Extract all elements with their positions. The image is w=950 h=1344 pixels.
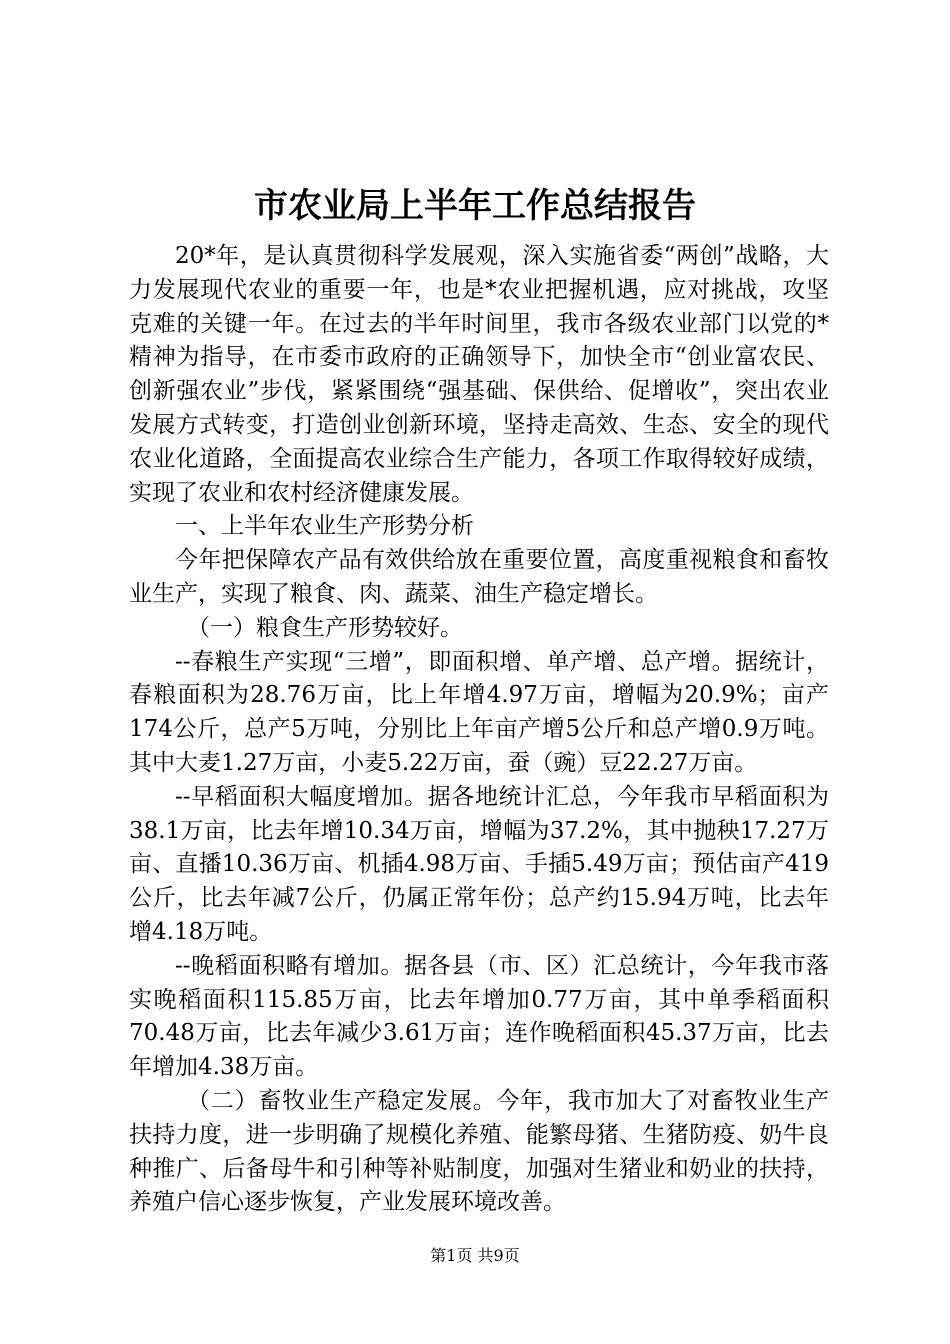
late-rice-paragraph: --晚稻面积略有增加。据各县（市、区）汇总统计，今年我市落实晚稻面积115.85万亩，比去年增加0.77万亩，其中单季稻面积70.48万亩，比去年减少3.61万亩；连作晚稻面积45.37万亩，比去年增加4.38万亩。	[129, 952, 829, 1081]
page-number-footer: 第1页 共9页	[430, 1246, 520, 1265]
early-rice-paragraph: --早稻面积大幅度增加。据各地统计汇总，今年我市早稻面积为38.1万亩，比去年增10.34万亩，增幅为37.2%，其中抛秧17.27万亩、直播10.36万亩、机插4.98万亩、手插5.49万亩；预估亩产419公斤，比去年减7公斤，仍属正常年份；总产约15.94万吨，比去年增4.18万吨。	[129, 783, 829, 945]
livestock-paragraph: （二）畜牧业生产稳定发展。今年，我市加大了对畜牧业生产扶持力度，进一步明确了规模化养殖、能繁母猪、生猪防疫、奶牛良种推广、后备母牛和引种等补贴制度，加强对生猪业和奶业的扶持，养殖户信心逐步恢复，产业发展环境改善。	[129, 1087, 829, 1216]
section-summary-paragraph: 今年把保障农产品有效供给放在重要位置，高度重视粮食和畜牧业生产，实现了粮食、肉、蔬菜、油生产稳定增长。	[129, 547, 829, 607]
spring-grain-paragraph: --春粮生产实现“三增”，即面积增、单产增、总产增。据统计，春粮面积为28.76万亩，比上年增4.97万亩，增幅为20.9%；亩产174公斤，总产5万吨，分别比上年亩产增5公斤和总产增0.9万吨。其中大麦1.27万亩，小麦5.22万亩，蚕（豌）豆22.27万亩。	[129, 648, 829, 776]
document-title: 市农业局上半年工作总结报告	[254, 186, 696, 226]
section-heading-1: 一、上半年农业生产形势分析	[175, 513, 474, 540]
document-body	[129, 240, 829, 1220]
subsection-heading-grain: （一）粮食生产形势较好。	[187, 614, 463, 641]
intro-paragraph: 20*年，是认真贯彻科学发展观，深入实施省委“两创”战略，大力发展现代农业的重要一年，也是*农业把握机遇，应对挑战，攻坚克难的关键一年。在过去的半年时间里，我市各级农业部门以党的*精神为指导，在市委市政府的正确领导下，加快全市“创业富农民、创新强农业”步伐，紧紧围绕“强基础、保供给、促增收”，突出农业发展方式转变，打造创业创新环境，坚持走高效、生态、安全的现代农业化道路，全面提高农业综合生产能力，各项工作取得较好成绩，实现了农业和农村经济健康发展。	[129, 243, 829, 506]
